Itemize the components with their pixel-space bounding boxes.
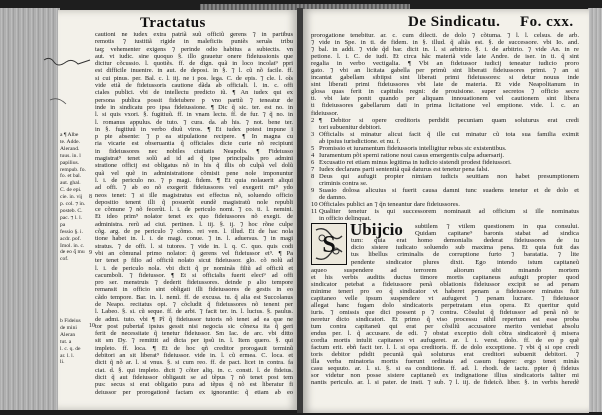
margin-note: de eo q̃ mu bbox=[60, 249, 85, 256]
summary-number: 6 bbox=[311, 158, 315, 166]
margin-note: de mini bbox=[60, 324, 77, 331]
text-line: incantat gabellam sibiipsi sint liberati primi fideiussores: si detur nouus inde bbox=[311, 74, 579, 82]
text-line: inde in sindicatu pro ipsa fideiussione. ¶ Dic q̃ sic. ter. est no. in bbox=[95, 103, 293, 111]
text-line: dicit q̃ nõ ar. l. si vnus. §. si cum reo. ff. de pact. licet in contra. fa bbox=[95, 359, 293, 367]
text-line: prorogatione tenebitur. ar. c. cum dilecti. de dolo ⁊ cõtuma. ⁊ l. l. celsus. de arb. bbox=[311, 32, 579, 39]
summary-number: 7 bbox=[311, 165, 315, 173]
summary-text: Officialis si minatur alicui facit q̃ ille cui minatur cũ tota sua familia eximit bbox=[319, 130, 579, 138]
margin-note: tut. a bbox=[60, 338, 72, 345]
text-line: l. i. de periculo no. ⁊ p magi. fidem. ¶ Et quia nolauerit aliqui bbox=[95, 176, 293, 184]
summary-item bbox=[311, 159, 579, 166]
summary-number: 4 bbox=[311, 151, 315, 159]
summary-number: 2 bbox=[311, 116, 315, 124]
text-line: pus: secus si erat obligatio pura ad tẽpus q̃ nõ est liberatur fi bbox=[95, 381, 293, 389]
margin-note: l. c. q. de bbox=[60, 345, 81, 352]
summary-number: 3 bbox=[311, 130, 315, 138]
margin-note: ar. l. l. bbox=[60, 352, 75, 359]
text-line: ad offi. ⁊ ab eo nõ exegerit fideiussores vel exegerit mi⁹ ydo bbox=[95, 184, 293, 192]
summary-continuation: tori subuenitur debitori. bbox=[319, 123, 382, 131]
text-line: cãdo tempore. Bar. in. l. nemĩ. ff. de excusa. tu. q̃ alia est Succolanus bbox=[95, 293, 293, 301]
summary-text: Iuramentum põt sperni ratione noui casus emergentis culpa aduersarij. bbox=[319, 151, 504, 159]
text-line: et his verbis auditis ductus timore mortis capitaneus aufugit propter quod bbox=[311, 273, 579, 281]
text-line: quã vel quẽ in administratione cõmisit pene nole imponuntur bbox=[95, 169, 293, 177]
right-body-text bbox=[311, 32, 579, 386]
text-line: deiussor per prorogationẽ factam ex ignorantie: q̃ etiam ab eo bbox=[95, 388, 293, 396]
text-line: magistrat⁹ tenet solũ ad id ad q̃ ipse principalis pro admini bbox=[95, 155, 293, 163]
margin-note: C. de epi. bbox=[60, 187, 82, 194]
text-line: subtilem ⁊ vtilem questionem in qua consului. bbox=[415, 223, 579, 231]
text-line: dicitur cõcussio. l. quotiẽs. ff. de dign. quã in loco incolat⁹ ppri bbox=[95, 60, 293, 68]
text-line: dicit q̃ aut fideiussor obligauit se ad tẽpus ⁊ nõ tenet post tem bbox=[95, 373, 293, 381]
margin-note: aut. ghal. bbox=[60, 180, 81, 187]
paragraph-number: 10 bbox=[89, 323, 95, 329]
text-line: sindicator petebat a fideiussore penã oblationis fideiussor excipit se ad penam bbox=[311, 280, 579, 288]
text-line: tum contra capitaneũ qui erat per cõsiliũ accusatore merito veniebat absolu bbox=[311, 322, 579, 330]
text-line: ⁊ bal. in addi. ⁊ vide q̃d bar. dicit in. l. si arbitrio. §. i. de arbitrio. ⁊ vide An. in re bbox=[311, 46, 579, 54]
text-line: neretur dicto sindicatori. Et primo q̃ viso processu nihil repertum est esse proba bbox=[311, 315, 579, 323]
text-line: l. Labeo. §. si. cũ seque. ff. de arbi. ⁊ facit ter. in. l. lucius. §. paulus. bbox=[95, 308, 293, 316]
summary-number: 5 bbox=[311, 144, 315, 152]
text-line: allegat hanc fugam dolo sindicatoris perpetratam eius opera. Et queritur quid bbox=[311, 301, 579, 309]
text-line: fideiussor. bbox=[311, 109, 339, 117]
text-line: glosa quas ferit in capitulis regni: de prouisione. super secretos ⁊ officio secre bbox=[311, 88, 579, 96]
margin-note: Alerand. bbox=[60, 145, 80, 152]
opening-paragraph bbox=[311, 220, 579, 266]
summary-continuation: de damno. bbox=[319, 194, 347, 202]
text-line: dicio sistere iudicato soluendo sub maxima pena. Et quia fuit das bbox=[351, 244, 579, 252]
text-line: ria vicarie est obseruantia q̃ officiales dicte curie nõ recipiunt bbox=[95, 140, 293, 148]
summary-number: 9 bbox=[311, 187, 315, 195]
text-line: aqueo suspendere ad terrorem aliorum sibi minando mortem bbox=[311, 266, 579, 274]
text-line: tus libellus criminalis de corruptione furto ⁊ baratatia. ⁊ lite bbox=[351, 251, 579, 259]
text-line: l. i. de periculo nola. vbi dicit q̃ pr nominãs filiũ ad officiũ et bbox=[95, 264, 293, 272]
text-line: ter tenet p filio ad officiũ nolato sicut fideiussor. glo. cõ nolũ ad bbox=[95, 257, 293, 265]
summary-number: 10 bbox=[311, 201, 318, 209]
summary-text: Qualiter tenetur is qui successorem nominauit ad officium si ille nominatus bbox=[319, 208, 579, 216]
text-line: ciales publici. vbi de intellectu predicto iũ. ¶ An iudex qui ex bbox=[95, 89, 293, 97]
left-margin-notes bbox=[60, 132, 87, 263]
summary-continuation: criminis contra se. bbox=[319, 179, 368, 187]
summary-number: 11 bbox=[311, 208, 318, 216]
text-line: cautioni ne iudex extra patriã suũ officiũ gerens ⁊ in partibus bbox=[95, 31, 293, 38]
margin-note: te. Adde. bbox=[60, 138, 81, 145]
margin-note: posteb. C. bbox=[60, 207, 83, 214]
text-line: l. si quis vxori. §. fugitiuũ. ff. in vnam lectu. ff. de fur. ⁊ q̃ no. in bbox=[95, 111, 293, 119]
text-line: de admi. tuto. vbi ¶ Pĩ q̃ fideiussor tutoris nõ tenet ad ea que ne bbox=[95, 315, 293, 323]
text-line: persona publica possit fideiubere p vno partiũ ⁊ teneatur de bbox=[95, 96, 293, 104]
text-line: gato. ⁊ vbi an licitata gabella per primũ sint liberati fideiussores primi. ⁊ an si bbox=[311, 67, 579, 75]
margin-note: tuus. in. l bbox=[60, 152, 81, 159]
summary-text: Suasio dolosa alicuius si fuerit causa damni tunc suadens tenetur et de dolo et bbox=[319, 187, 579, 195]
text-line: tum: quia erat homo demonialis dederat fideiussores de iu bbox=[351, 237, 579, 245]
summary-item bbox=[311, 173, 579, 180]
paragraph-number: 8 bbox=[89, 194, 92, 200]
summary-text: Iudex declarans parti sententiã quã daturus est tenetur pena falsi. bbox=[319, 165, 490, 173]
text-line: tione habet in. l. i. de magi. conue. ⁊ in. l. aduersus. ⁊ in magi bbox=[95, 235, 293, 243]
ornament-icon bbox=[312, 224, 346, 264]
summary-continuation: in officio delinquat. bbox=[319, 215, 372, 223]
summary-item bbox=[311, 117, 579, 124]
text-line: nantis periculo. ar. l. si pater. de insti. ⁊ sub. ⁊ l. iij. de fideicõ. liber. §. in verbis heredẽ bbox=[311, 379, 579, 387]
text-line: endus per. l. q̃ accusare. de edi. ⁊ obstat exceptio doli cõtra sindicatorẽ q̃ misera bbox=[311, 329, 579, 337]
text-line: ferit de necessitate q̃ tenetur fideiussor. Sm Iac. de arc. vbi ditto bbox=[95, 330, 293, 338]
text-line: ciat. d. §. qui impleto. dicit ⁊ cõter aliq. in. c. consti. l. de fideius. bbox=[95, 366, 293, 374]
text-line: regalia in verbo vectigalia. ¶ Vbi an fideiussor iudicij teneatur iudicio proro bbox=[311, 60, 579, 68]
margin-note: acdr. pof. bbox=[60, 235, 81, 242]
text-line: illa verba minatoria mortis fuerunt ordinata ad casum fugere: ergo tenet minãs bbox=[311, 358, 579, 366]
text-line: debitori an sit liberat⁹ fideiussor. vide in. l. cũ ermea. C. loca. et bbox=[95, 352, 293, 360]
text-line: ti. vbi late ponit quando per aliquam innouationem vel cautionem sint libera bbox=[311, 95, 579, 103]
summary-item bbox=[311, 208, 579, 215]
text-line: toris debitor pdidit pecuniã quã soluturus erat creditori subuenit debitori. ⁊ bbox=[311, 351, 579, 359]
margin-note: fessio §. i. bbox=[60, 228, 83, 235]
summary-text: Excusatio rei etiam minus legitima in iudicio sistendi prodest fideiussori. bbox=[319, 158, 512, 166]
summary-item bbox=[311, 152, 579, 159]
margin-note: a ¶ Albe bbox=[60, 132, 79, 138]
text-line: l. romanus appulus. de tuto. ⁊ cura. da. ab his. ⁊ not. bene ter. bbox=[95, 118, 293, 126]
decorated-initial-letter bbox=[311, 223, 347, 265]
margin-note: Imol. in. c. bbox=[60, 242, 85, 249]
summary-text: ¶ Debitor si opere creditoris perdidit pecuniam quam soluturus erat credi bbox=[319, 116, 579, 124]
summary-text: Deus qui aufugit propter nimiam iudicis seuitiam non habet presumptionem bbox=[319, 172, 579, 180]
text-line: de Neapo. recitatus opi. ⁊ cõcludit q̃ fideiussores nõ tenent per bbox=[95, 300, 293, 308]
margin-note: b Fideius bbox=[60, 318, 81, 324]
text-line: stratus. ⁊ de offi. l. si tutores. ⁊ vide in. l. q. C. quo. quis codi bbox=[95, 242, 293, 250]
text-line: iuris. ⁊ omissis que dici possent p ⁊ contra. Cõsului q̃ fideiussor ad penã nõ te bbox=[311, 308, 579, 316]
text-line: remansit in officio sint obligati illi fideiussores de gestis in eo bbox=[95, 286, 293, 294]
text-line: administra. rerũ ad ciui. pertinen. l. iij. §. ij. ⁊ hoc rõne culpe bbox=[95, 220, 293, 228]
text-line: si cui pinus. per. Bal. c. l. iij. ne i pos. lega. C. de epis. ⁊ cle. l. oĩs bbox=[95, 74, 293, 82]
summary-number: 8 bbox=[311, 172, 315, 180]
text-line: taq; vehementer exigens ⁊ perinde odio habitus a subiectis. vn bbox=[95, 45, 293, 53]
text-line: ⁊ vide in Spe. in ti. de fidem. in §. illud. q̃ aliãs est. §. de successore. vbi Io. and. bbox=[311, 39, 579, 47]
running-head-left: Tractatus bbox=[140, 15, 206, 31]
margin-note: fo. et bal. bbox=[60, 173, 82, 180]
summary-item bbox=[311, 145, 579, 152]
summary-item bbox=[311, 166, 579, 173]
margin-note: pac. ⁊ l. l. pa bbox=[60, 214, 83, 228]
running-head-right: De Sindicatu. bbox=[408, 14, 501, 30]
text-line: depositio tenent illi q̃ posuerũt eundẽ magistratũ nole republi bbox=[95, 198, 293, 206]
book-gutter bbox=[297, 8, 303, 413]
text-line: pro ser. menstruis ⁊ dederit fideiussores. deinde p alio tempore bbox=[95, 279, 293, 287]
initial-letter: S bbox=[322, 232, 336, 259]
text-line: pendente sindicator plures dixit. Ego intendo istum capitaneũ bbox=[351, 258, 579, 266]
text-line: sor videtur non posse sistere capitaneũ ex indignatione illius sindicatoris taliter mi bbox=[311, 372, 579, 380]
text-line: neos tenet: ⁊ si ille magistratus est effectus nõ, soluendo officio bbox=[95, 191, 293, 199]
text-line: Quidam capitane⁹ baronis stabat ad sindica bbox=[415, 230, 579, 238]
text-line: cõg. arg. de pe periculo ⁊ cõmo. rei ven. l. illud. Et de hac nola bbox=[95, 228, 293, 236]
margin-note: papilius. bbox=[60, 159, 80, 166]
handwritten-annotation-icon bbox=[40, 42, 95, 127]
text-line: sint liberati primi fideiussores vbi late de materia. Et vide Neapolitanum in bbox=[311, 81, 579, 89]
left-body-text bbox=[95, 31, 293, 396]
summary-item bbox=[311, 187, 579, 194]
text-line: remotis ⁊ iustitiã rigide in maleficiis puniẽs seruãs tribu bbox=[95, 38, 293, 46]
text-line: in fideiussores nec nobiles ciuitatis Neapolis. ¶ Fideiusso bbox=[95, 147, 293, 155]
text-line: Et ideo prim⁹ nolator tenet ex quo fideiussores nõ exegit. de bbox=[95, 213, 293, 221]
summary-item bbox=[311, 131, 579, 138]
opening-word: Ubijcio bbox=[350, 220, 403, 240]
text-line: minime teneri pro eo q̃ sindicator vt haberet penam a fideiussore minatus fuit bbox=[311, 287, 579, 295]
text-line: tor post pubertat̃ ipsius gessit nisi negocia sic cõnexa ita q̃ geri bbox=[95, 322, 293, 330]
text-line: ce cõmune ⁊ nõ fecerũt. l. i. de periculo nomi. ⁊ co. ti. l. nemini. bbox=[95, 206, 293, 214]
text-line: aut. vt iudic. sine quoquo §. illo grauetur onere fideiussionis que bbox=[95, 52, 293, 60]
book-edge-right bbox=[588, 8, 602, 412]
margin-note: p. col. ⁊ in. bbox=[60, 201, 86, 208]
text-line: impleto. ff. loca. ¶ Et de hoc qñ creditor prorogauit terminũ bbox=[95, 344, 293, 352]
text-line: est difficile inuenire. in aut. de deposi. in §. ⁊ l. cũ nõ facile. ff. bbox=[95, 67, 293, 75]
margin-note: cie. in. vij bbox=[60, 194, 83, 201]
summary-item bbox=[311, 201, 579, 208]
text-line: petione. l. i. C. de iudi. Et circa hãc materiã vide late Andre. de iser. in ti. q̃ sint bbox=[311, 53, 579, 61]
text-line: cacumboli. ⁊ fideiussor. ¶ Et si officialis fuerit elect⁹ ad offi bbox=[95, 271, 293, 279]
text-line: stratione officij est obligatus nõ in his q̃ illis ob culpã vel dolũ bbox=[95, 162, 293, 170]
paragraph-number: 9 bbox=[89, 250, 92, 256]
text-line: p pte absente: ⁊ p ea stipulatione recipere. ¶ In magna cu bbox=[95, 133, 293, 141]
folio-number: Fo. cxx. bbox=[520, 14, 574, 30]
margin-note: li. bbox=[60, 359, 65, 366]
text-line: sit sm Dy. ⁊ remittit ad dicta per ipsũ in. l. Item quero. §. qui bbox=[95, 337, 293, 345]
text-line: vbi an cõmunal primo nolator: q̃ gerens vel fideiussor et⁹. ¶ Pa bbox=[95, 249, 293, 257]
text-line: cordia mortis intulit capitaneo vt aufugeret. ar. l. i. verst. dolo. ff. de eo p quẽ bbox=[311, 337, 579, 345]
left-margin-notes-lower bbox=[60, 318, 87, 366]
text-line: casu sequuto. ar. l. si. §. si ea conditione. ff. ad. l. rhodi. de iactu. ppter q̃ fideius bbox=[311, 365, 579, 373]
summary-text: Officiales publici an ⁊ q̃n teneantur dare fideiussores. bbox=[319, 201, 460, 209]
text-line: ti fideiussores gabellarum dati in prima licitatione vel emptione. vide. l. c. an bbox=[311, 102, 579, 110]
margin-note: Aleran bbox=[60, 331, 76, 338]
text-line: vide etiã de fideiussoris cautione dãda ab officiali. l. in. c. offi bbox=[95, 82, 293, 90]
margin-note: rempub. fo. bbox=[60, 166, 86, 173]
text-line: capitaneo velle ipsum suspendere vt aufugeret ⁊ penam lucrare. ⁊ fideiussor bbox=[311, 294, 579, 302]
margin-note: cof. bbox=[60, 256, 69, 263]
text-line: factum erit. ebñ facit ter. l. l. si opa creditoris. ff. de dolo exceptione. ⁊ vbi q̃ si ope credi bbox=[311, 344, 579, 352]
text-line: in §. fugitiuũ in verbo diuũ viros. ¶ Et iudex potest impune i bbox=[95, 125, 293, 133]
summary-continuation: ab ipsius iurisdictione. et nu. f. bbox=[319, 137, 401, 145]
summary-text: Promissio et iuramentum fideiussoris intelligitur rebus sic existentibus. bbox=[319, 144, 507, 152]
